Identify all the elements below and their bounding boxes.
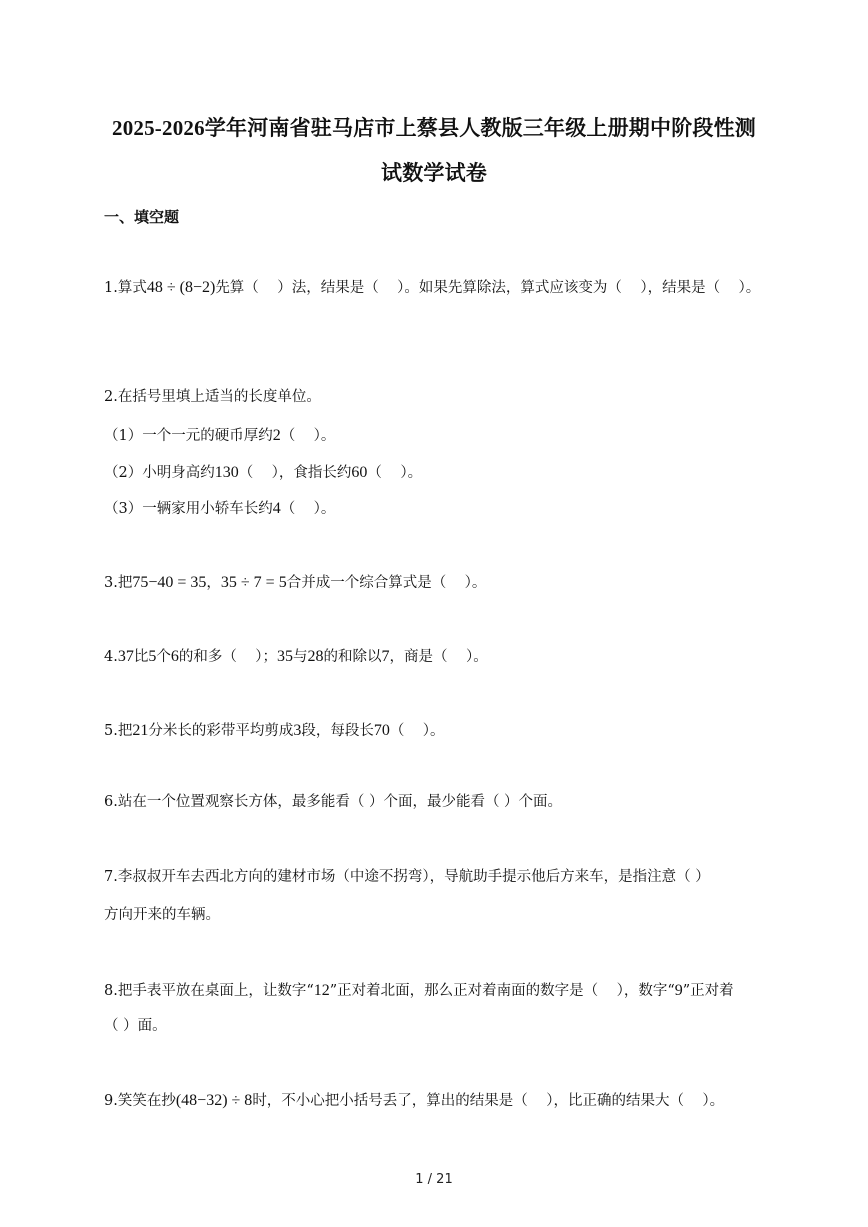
section-heading: 一、填空题 xyxy=(104,208,180,226)
q1-text-a: 1.算式 xyxy=(104,280,147,296)
q8-m1: 12 xyxy=(313,982,330,999)
q2-s2-b: （ ），食指长约 xyxy=(238,465,352,481)
q9-math: (48−32) ÷ 8 xyxy=(175,1092,253,1109)
q2-s2-c: （ ）。 xyxy=(367,465,423,481)
q2-s1-math: 2 xyxy=(272,427,281,444)
q2-s2-a: （2）小明身高约 xyxy=(104,465,215,481)
question-5 xyxy=(104,719,788,743)
q4-g: ，商是（ ）。 xyxy=(389,649,488,665)
q4-m5: 28 xyxy=(307,648,324,665)
q3-a: 3.把 xyxy=(104,575,133,591)
q2-s3-math: 4 xyxy=(272,500,281,517)
question-6: 6.站在一个位置观察长方体，最多能看（ ）个面，最少能看（ ）个面。 xyxy=(104,794,563,810)
q9-b: 时，不小心把小括号丢了，算出的结果是（ ），比正确的结果大（ ）。 xyxy=(252,1093,725,1109)
q4-m2: 5 xyxy=(148,648,157,665)
q4-m6: 7 xyxy=(381,648,390,665)
question-7-line2: 方向开来的车辆。 xyxy=(104,907,220,923)
q1-text-b: 先算（ ）法，结果是（ ）。如果先算除法，算式应该变为（ ），结果是（ ）。 xyxy=(215,280,761,296)
q5-c: 段，每段长 xyxy=(301,723,374,739)
q2-s2-math1: 130 xyxy=(214,464,239,481)
q4-a: 4. xyxy=(104,649,118,665)
q2-s2-math2: 60 xyxy=(351,464,368,481)
q2-s3-a: （3）一辆家用小轿车长约 xyxy=(104,501,273,517)
q3-math1: 75−40 = 35 xyxy=(132,574,207,591)
question-2-stem: 2.在括号里填上适当的长度单位。 xyxy=(104,389,321,405)
q5-m2: 3 xyxy=(293,722,302,739)
question-8-line2: （ ）面。 xyxy=(104,1018,167,1034)
q8-c: ”正对着 xyxy=(682,983,734,999)
q8-b: ”正对着北面，那么正对着南面的数字是（ ），数字“ xyxy=(329,983,675,999)
q8-m2: 9 xyxy=(674,982,683,999)
q4-m3: 6 xyxy=(170,648,179,665)
q5-m1: 21 xyxy=(132,722,149,739)
q5-a: 5.把 xyxy=(104,723,133,739)
page-title-line1: 2025-2026学年河南省驻马店市上蔡县人教版三年级上册期中阶段性测 xyxy=(112,116,756,140)
q1-math: 48 ÷ (8−2) xyxy=(146,279,216,296)
question-3 xyxy=(104,571,788,595)
q9-a: 9.笑笑在抄 xyxy=(104,1093,176,1109)
question-2-sub2 xyxy=(104,461,788,485)
question-1 xyxy=(104,276,788,300)
question-8-line1 xyxy=(104,979,788,1003)
question-4 xyxy=(104,645,788,669)
question-9 xyxy=(104,1089,788,1113)
q4-f: 的和除以 xyxy=(323,649,382,665)
q3-c: 合并成一个综合算式是（ ）。 xyxy=(286,575,487,591)
question-7-line1: 7.李叔叔开车去西北方向的建材市场（中途不拐弯），导航助手提示他后方来车，是指注意（ ） xyxy=(104,869,710,885)
q4-m4: 35 xyxy=(277,648,294,665)
q5-m3: 70 xyxy=(373,722,390,739)
q3-math2: 35 ÷ 7 = 5 xyxy=(220,574,287,591)
q4-d: 的和多（ ）； xyxy=(178,649,278,665)
question-2-sub1 xyxy=(104,424,788,448)
q2-s1-a: （1）一个一元的硬币厚约 xyxy=(104,428,273,444)
q5-d: （ ）。 xyxy=(389,723,445,739)
q2-s1-b: （ ）。 xyxy=(280,428,336,444)
q4-c: 个 xyxy=(156,649,171,665)
q8-a: 8.把手表平放在桌面上，让数字“ xyxy=(104,983,314,999)
q2-s3-b: （ ）。 xyxy=(280,501,336,517)
q4-e: 与 xyxy=(293,649,308,665)
q4-m1: 37 xyxy=(117,648,134,665)
q4-b: 比 xyxy=(133,649,149,665)
question-2-sub3 xyxy=(104,497,788,521)
q5-b: 分米长的彩带平均剪成 xyxy=(148,723,294,739)
page-number: 1 / 21 xyxy=(415,1172,453,1187)
page-title-line2: 试数学试卷 xyxy=(381,161,487,185)
q3-b: ， xyxy=(206,575,221,591)
